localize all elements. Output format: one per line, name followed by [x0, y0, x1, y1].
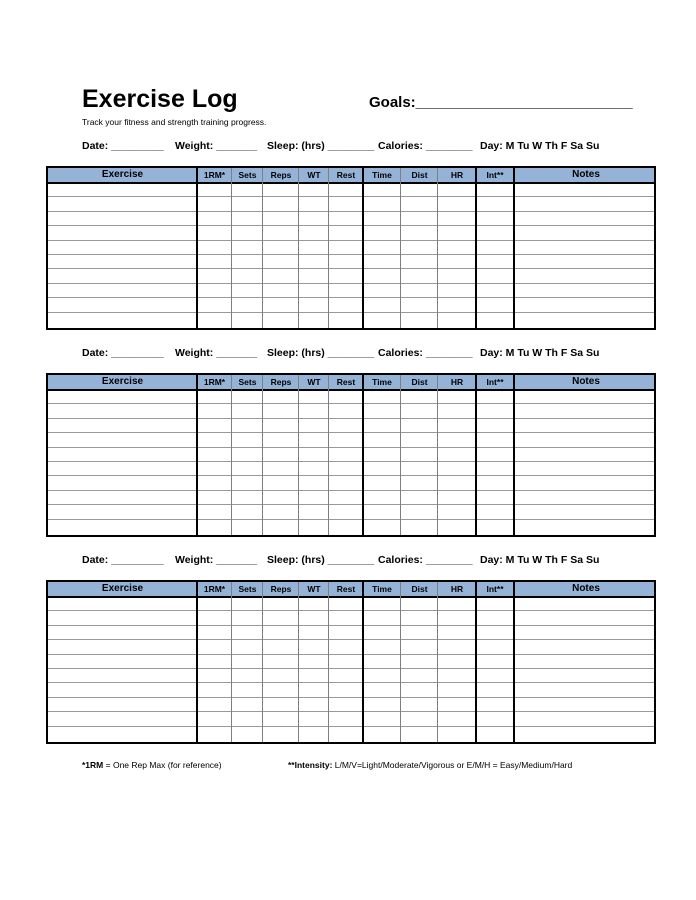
info-calories-field[interactable]: Calories: ________: [378, 347, 473, 359]
page-title: Exercise Log: [82, 85, 238, 113]
column-divider: [437, 582, 438, 742]
column-divider: [362, 168, 364, 328]
column-divider: [231, 168, 232, 328]
column-header-rest: Rest: [336, 377, 356, 387]
info-day-field[interactable]: Day: M Tu W Th F Sa Su: [480, 554, 600, 566]
column-header-1rm: 1RM*: [203, 170, 226, 180]
column-header-int: Int**: [486, 170, 504, 180]
table-row[interactable]: [48, 196, 654, 210]
table-row[interactable]: [48, 268, 654, 282]
table-row[interactable]: [48, 490, 654, 504]
footnote-intensity-label: **Intensity:: [288, 760, 333, 770]
info-row: [82, 345, 622, 361]
table-row[interactable]: [48, 418, 654, 432]
info-date-field[interactable]: Date: _________: [82, 554, 164, 566]
table-row[interactable]: [48, 682, 654, 696]
column-header-time: Time: [372, 170, 392, 180]
table-row[interactable]: [48, 461, 654, 475]
column-divider: [328, 375, 329, 535]
column-header-sets: Sets: [238, 584, 257, 594]
column-header-sets: Sets: [238, 377, 257, 387]
column-divider: [513, 582, 515, 742]
column-divider: [231, 582, 232, 742]
log-table: [46, 166, 656, 330]
column-divider: [298, 582, 299, 742]
column-header-reps: Reps: [270, 170, 292, 180]
table-row[interactable]: [48, 432, 654, 446]
info-calories-field[interactable]: Calories: ________: [378, 140, 473, 152]
table-row[interactable]: [48, 447, 654, 461]
table-row[interactable]: [48, 668, 654, 682]
column-header-rest: Rest: [336, 584, 356, 594]
column-divider: [362, 375, 364, 535]
column-divider: [262, 375, 263, 535]
column-divider: [231, 375, 232, 535]
info-weight-field[interactable]: Weight: _______: [175, 347, 258, 359]
info-calories-field[interactable]: Calories: ________: [378, 554, 473, 566]
column-header-reps: Reps: [270, 377, 292, 387]
column-header-wt: WT: [307, 170, 321, 180]
table-row[interactable]: [48, 182, 654, 196]
column-divider: [475, 168, 477, 328]
table-row[interactable]: [48, 403, 654, 417]
column-divider: [362, 582, 364, 742]
column-divider: [298, 168, 299, 328]
column-header-exercise: Exercise: [101, 583, 144, 594]
info-sleep-field[interactable]: Sleep: (hrs) ________: [267, 554, 375, 566]
column-header-hr: HR: [450, 377, 464, 387]
column-header-rest: Rest: [336, 170, 356, 180]
table-row[interactable]: [48, 726, 654, 740]
column-divider: [513, 168, 515, 328]
column-header-int: Int**: [486, 584, 504, 594]
column-header-int: Int**: [486, 377, 504, 387]
table-row[interactable]: [48, 475, 654, 489]
column-divider: [298, 375, 299, 535]
column-header-dist: Dist: [411, 584, 428, 594]
table-row[interactable]: [48, 389, 654, 403]
page-subtitle: Track your fitness and strength training progress.: [82, 117, 267, 127]
table-row[interactable]: [48, 504, 654, 518]
table-row[interactable]: [48, 610, 654, 624]
log-table: [46, 580, 656, 744]
column-header-1rm: 1RM*: [203, 377, 226, 387]
column-divider: [328, 582, 329, 742]
column-divider: [437, 375, 438, 535]
column-divider: [196, 582, 198, 742]
column-header-notes: Notes: [572, 376, 600, 387]
table-row[interactable]: [48, 225, 654, 239]
column-header-1rm: 1RM*: [203, 584, 226, 594]
goals-field[interactable]: Goals:__________________________: [369, 94, 633, 111]
footnote-1rm-text: = One Rep Max (for reference): [103, 760, 222, 770]
log-table: [46, 373, 656, 537]
footnote-1rm: [82, 759, 222, 771]
column-header-dist: Dist: [411, 170, 428, 180]
table-row[interactable]: [48, 711, 654, 725]
info-row: [82, 552, 622, 568]
column-header-wt: WT: [307, 377, 321, 387]
column-divider: [400, 582, 401, 742]
column-header-exercise: Exercise: [101, 376, 144, 387]
table-row[interactable]: [48, 240, 654, 254]
info-day-field[interactable]: Day: M Tu W Th F Sa Su: [480, 140, 600, 152]
column-divider: [475, 582, 477, 742]
table-row[interactable]: [48, 596, 654, 610]
info-weight-field[interactable]: Weight: _______: [175, 554, 258, 566]
column-header-time: Time: [372, 377, 392, 387]
table-row[interactable]: [48, 654, 654, 668]
column-header-notes: Notes: [572, 583, 600, 594]
column-header-sets: Sets: [238, 170, 257, 180]
column-divider: [437, 168, 438, 328]
column-divider: [400, 168, 401, 328]
info-date-field[interactable]: Date: _________: [82, 347, 164, 359]
column-header-hr: HR: [450, 584, 464, 594]
column-divider: [475, 375, 477, 535]
column-divider: [513, 375, 515, 535]
info-row: [82, 138, 622, 154]
info-sleep-field[interactable]: Sleep: (hrs) ________: [267, 347, 375, 359]
column-header-exercise: Exercise: [101, 169, 144, 180]
table-row[interactable]: [48, 283, 654, 297]
footnote-intensity: [288, 759, 572, 771]
column-header-hr: HR: [450, 170, 464, 180]
column-header-reps: Reps: [270, 584, 292, 594]
column-header-notes: Notes: [572, 169, 600, 180]
column-divider: [196, 168, 198, 328]
column-header-wt: WT: [307, 584, 321, 594]
column-divider: [328, 168, 329, 328]
column-divider: [400, 375, 401, 535]
footnote-intensity-text: L/M/V=Light/Moderate/Vigorous or E/M/H = Easy/Medium/Hard: [332, 760, 573, 770]
info-sleep-field[interactable]: Sleep: (hrs) ________: [267, 140, 375, 152]
table-row[interactable]: [48, 297, 654, 311]
table-row[interactable]: [48, 211, 654, 225]
table-row[interactable]: [48, 697, 654, 711]
column-divider: [262, 168, 263, 328]
column-divider: [196, 375, 198, 535]
column-header-time: Time: [372, 584, 392, 594]
table-row[interactable]: [48, 254, 654, 268]
table-row[interactable]: [48, 519, 654, 533]
table-row[interactable]: [48, 639, 654, 653]
table-row[interactable]: [48, 312, 654, 326]
info-day-field[interactable]: Day: M Tu W Th F Sa Su: [480, 347, 600, 359]
info-weight-field[interactable]: Weight: _______: [175, 140, 258, 152]
column-divider: [262, 582, 263, 742]
info-date-field[interactable]: Date: _________: [82, 140, 164, 152]
footnote-1rm-label: *1RM: [82, 760, 104, 770]
column-header-dist: Dist: [411, 377, 428, 387]
table-row[interactable]: [48, 625, 654, 639]
